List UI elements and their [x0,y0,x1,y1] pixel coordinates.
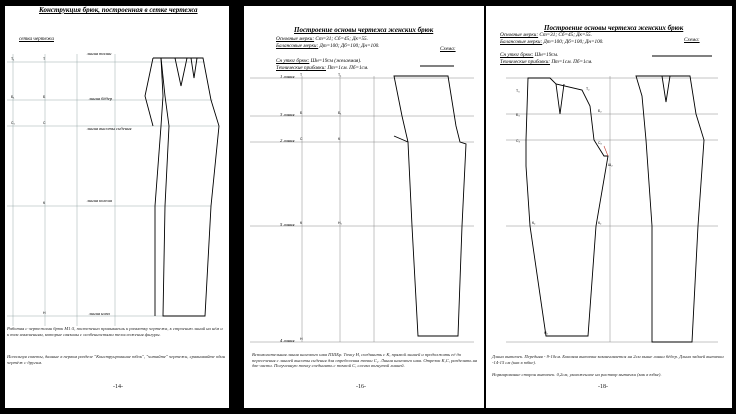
page-number: -16- [356,384,366,390]
svg-text:T: T [300,73,303,77]
page-title: Построение основы чертежа женских брюк [544,24,684,32]
svg-text:Б₁: Б₁ [11,95,15,99]
balance-measures: Дт=100; Дб=100; Дн=100. [319,43,380,49]
bottom-width-label: Сн утюг брюк: [500,52,534,58]
seat-line-label: линия высоты сидения [87,126,132,131]
main-measures: Ст=31; Сб=45; Дк=55. [539,32,592,38]
scheme-label: Схема: [684,37,700,43]
allowances: Пт=1см. Пб=1см. [327,65,369,71]
grid-label: сетка чертежа [19,36,54,42]
row-label-2: 2 линия [280,138,295,143]
svg-text:Ш₂: Ш₂ [608,163,613,167]
main-measures: Ст=31; Сб=45; Дк=55. [315,36,368,42]
svg-text:С₃: С₃ [516,139,520,143]
page-title: Построение основы чертежа женских брюк [294,26,434,34]
bottom-line-label: линия низа [89,311,110,316]
page-title: Конструкция брюк, построенная в сетке чертежа [39,6,198,14]
page-number: -18- [598,384,608,390]
bottom-width: Шн=19см (желаемая). [310,58,362,64]
row-label-4: 4 линия [280,338,295,343]
row-label-3: 3 линия [280,112,295,117]
balance-measures: Дт=100; Дб=100; Дн=100. [543,39,604,45]
row-label-1: 1 линия [280,74,295,79]
svg-text:К: К [300,221,303,225]
knee-line-label: линия колена [87,198,113,203]
paragraph-2: Нормирование сторон вытачек. 0,2см, умноженное на раствор вытачки (как в юбке). [492,372,662,377]
scheme-label: Схема: [440,46,456,52]
allowances-label: Технические прибавки: [276,65,327,71]
svg-text:С₂: С₂ [598,141,602,145]
svg-text:С: С [300,137,303,141]
hip-line-label: линия бёдер [89,96,113,101]
main-measures-label: Основные мерки: [276,36,315,42]
paragraph: Длина вытачек. Передняя - 9-10см. Боковая вытачка заканчивается на 2см выше линии бёдер. Длина задней вытачки -14-15 см (как в юбке). [492,354,724,365]
svg-text:T: T [43,57,46,61]
svg-text:Б₁: Б₁ [338,111,342,115]
svg-text:Б: Б [43,95,46,99]
page-number: -14- [113,384,123,390]
paragraph: Работая с чертежами брюк М1:5, постепенно привыкаешь к разметку чертежа, к строению линий на нём и к тем изменениям, которые связаны с особенностями телосложения фигуры. [7,326,223,337]
svg-text:К₂: К₂ [532,221,536,225]
row-label-5: 5 линия [280,222,295,227]
page-18 [486,6,732,408]
svg-text:Н: Н [300,337,303,341]
pattern-drawing-page-14 [5,6,229,408]
paragraph-2: Используя советы, данные в первом разделе "Конструирование юбок", "читайте" чертежи, сравнивайте один чертёж с другим. [7,354,226,365]
bottom-width: Шн=19см. [534,52,559,58]
balance-measures-label: Балансовые мерки: [500,39,543,45]
paragraph: Вспомогательная линия шагового шва ПШБр. Точку Н, соединить с К, прямой линией и продолжить её до пересечения с линией высоты сидения для определения точки С₁. Линия шагового шва. Отрезок К,С, разделить на две части. Полученную точку соединить с точкой С, слегка вогнутой линией. [252,352,478,369]
allowances-label: Технические прибавки: [500,59,551,65]
svg-text:Б₃: Б₃ [516,113,520,117]
svg-text:С: С [43,121,46,125]
svg-text:Б₂: Б₂ [598,109,602,113]
svg-text:T₃: T₃ [516,89,520,93]
bottom-width-label: Сн утюг брюк: [276,58,310,64]
svg-text:С₁: С₁ [11,121,15,125]
waist-line-label: линия талии [87,51,112,56]
svg-text:Н₁: Н₁ [338,221,342,225]
page-14 [5,6,229,408]
balance-measures-label: Балансовые мерки: [276,43,319,49]
svg-text:К: К [43,201,46,205]
pattern-drawing-page-18 [486,6,732,408]
main-measures-label: Основные мерки: [500,32,539,38]
svg-text:К₂: К₂ [598,221,602,225]
svg-text:T₁: T₁ [11,57,15,61]
svg-text:Б: Б [300,111,303,115]
allowances: Пт=1см. Пб=1см. [551,59,593,65]
svg-text:T₁: T₁ [338,73,342,77]
svg-text:К: К [338,137,341,141]
svg-text:T₂: T₂ [586,87,590,91]
page-16 [244,6,484,408]
svg-text:Н: Н [43,311,46,315]
svg-text:Н₂: Н₂ [544,331,548,335]
